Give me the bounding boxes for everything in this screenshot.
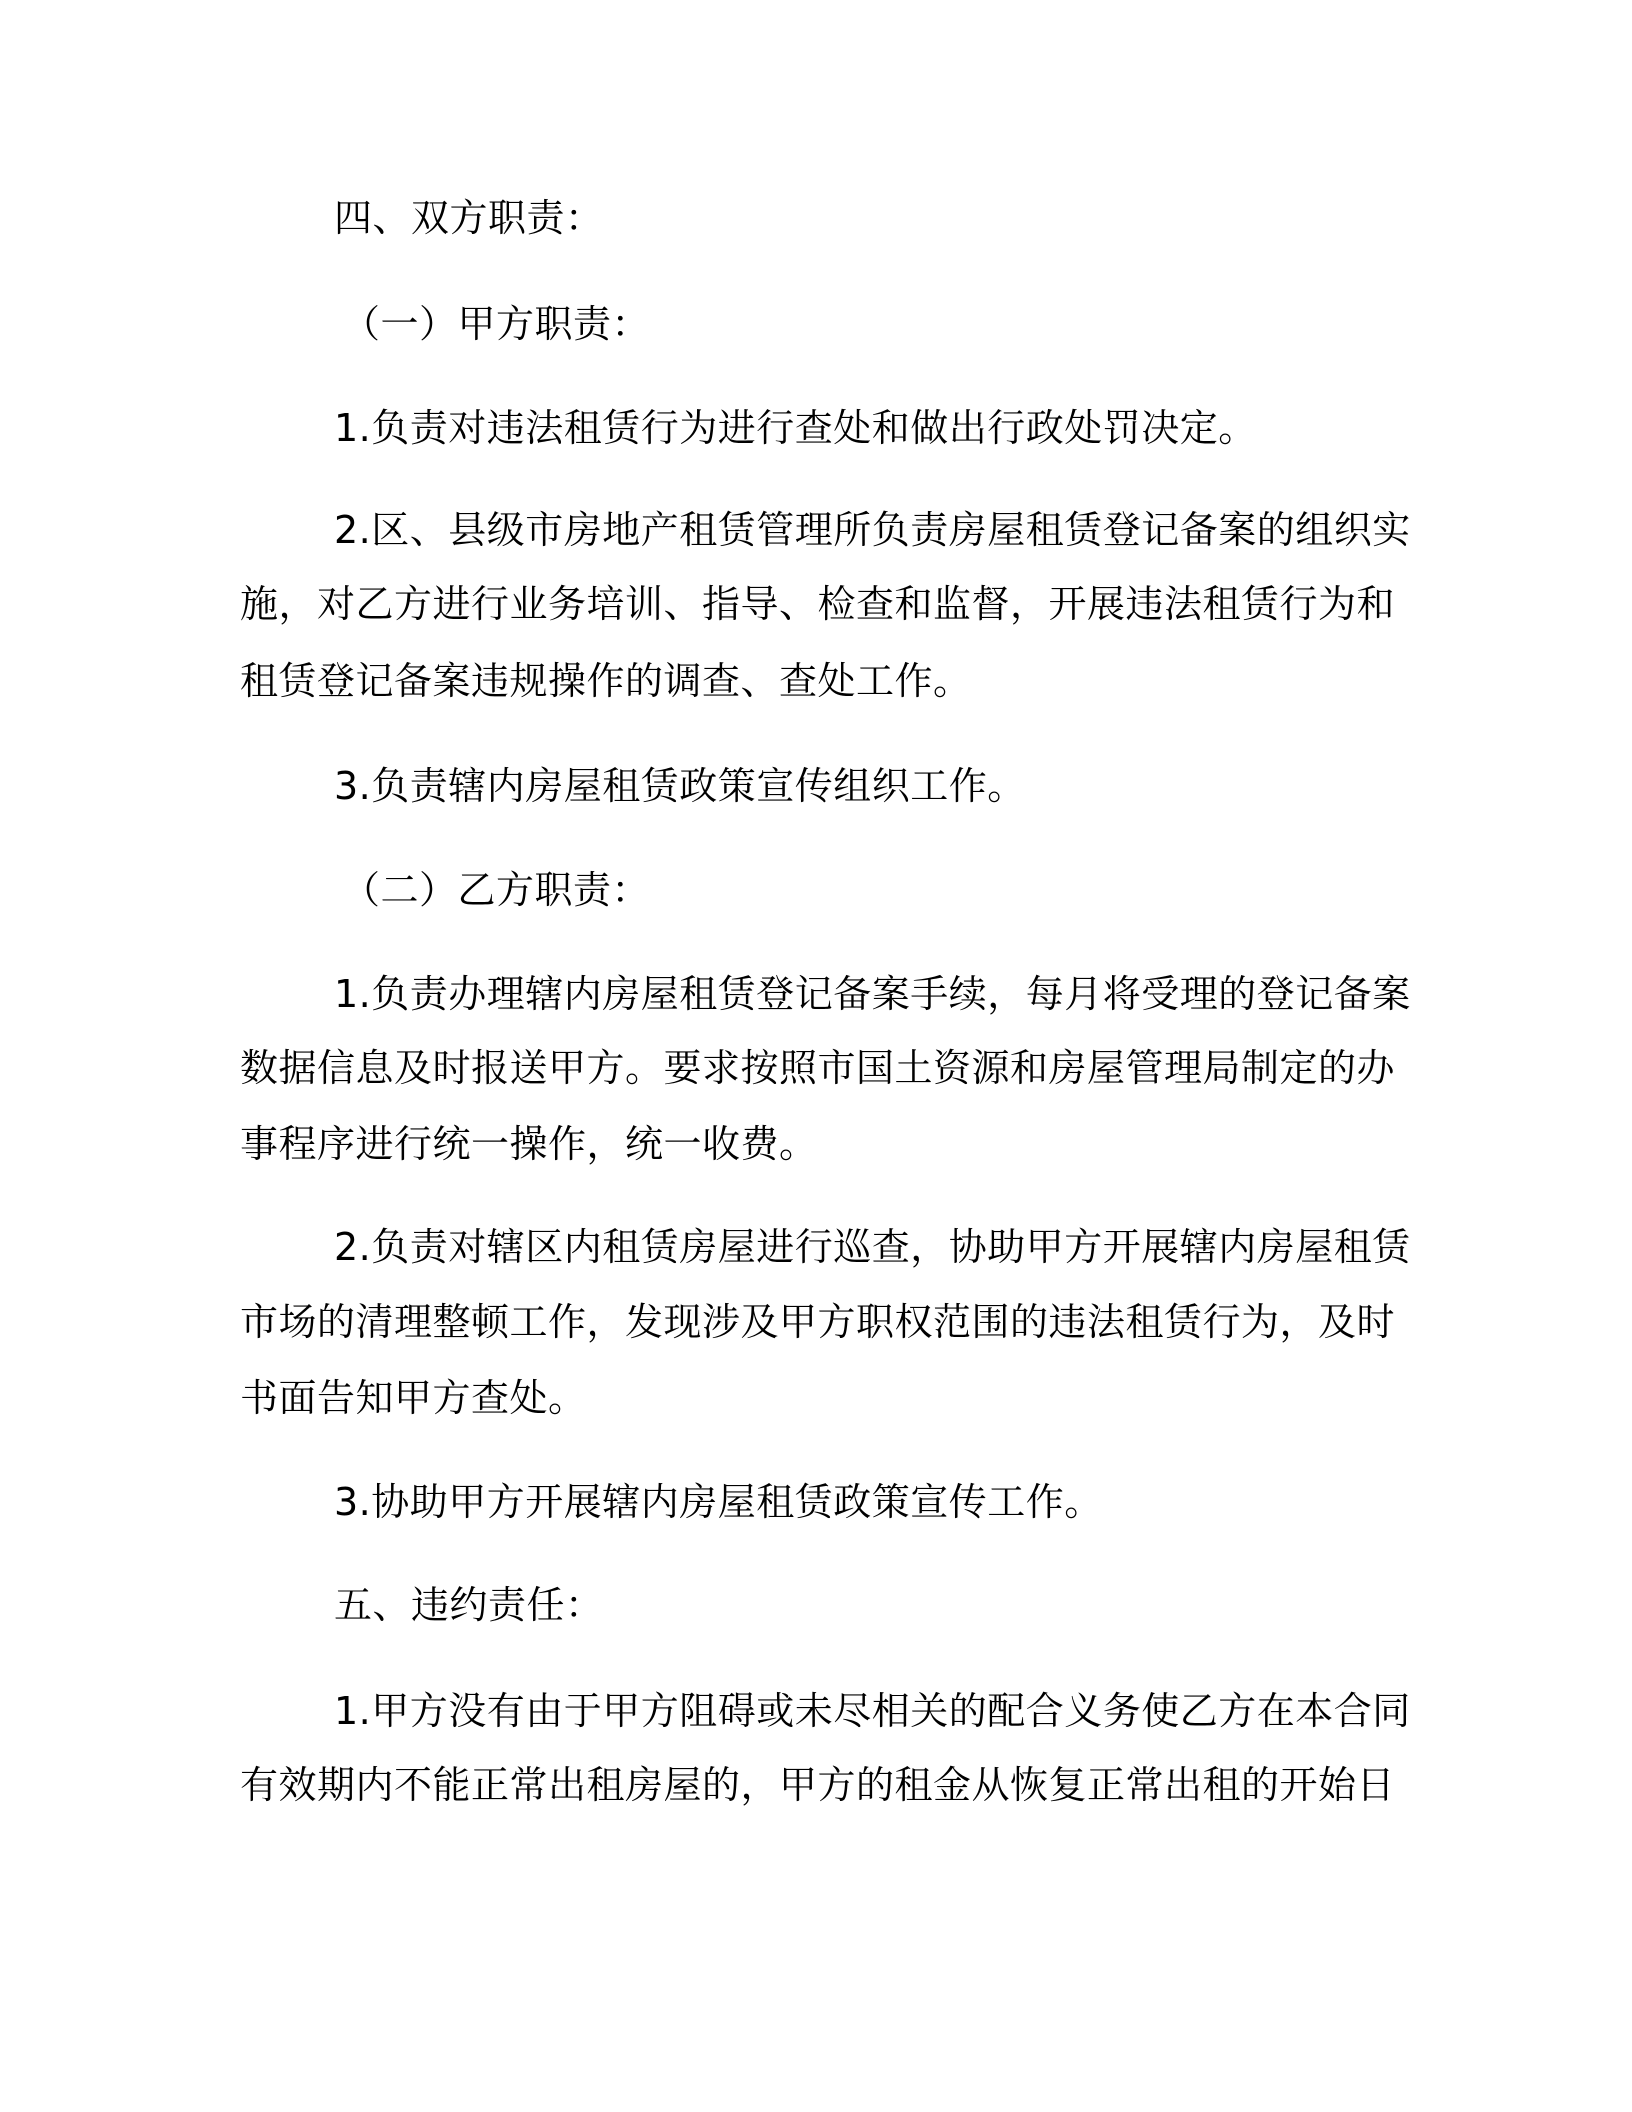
paragraph-line: 3.协助甲方开展辖内房屋租赁政策宣传工作。 (334, 1480, 1103, 1524)
paragraph-line: 2.区、县级市房地产租赁管理所负责房屋租赁登记备案的组织实 (334, 508, 1411, 552)
paragraph-line: 市场的清理整顿工作，发现涉及甲方职权范围的违法租赁行为，及时 (240, 1300, 1396, 1344)
paragraph-line: 书面告知甲方查处。 (240, 1376, 587, 1420)
section-heading-duties: 四、双方职责： (334, 196, 604, 240)
subheading-party-b-duties: （二）乙方职责： (342, 868, 651, 912)
paragraph-line: 1.负责办理辖内房屋租赁登记备案手续，每月将受理的登记备案 (334, 972, 1411, 1016)
paragraph-line: 3.负责辖内房屋租赁政策宣传组织工作。 (334, 764, 1026, 808)
subheading-party-a-duties: （一）甲方职责： (342, 302, 651, 346)
section-heading-liability: 五、违约责任： (334, 1583, 604, 1627)
paragraph-line: 数据信息及时报送甲方。要求按照市国土资源和房屋管理局制定的办 (240, 1046, 1396, 1090)
paragraph-line: 有效期内不能正常出租房屋的，甲方的租金从恢复正常出租的开始日 (240, 1763, 1396, 1807)
paragraph-line: 1.负责对违法租赁行为进行查处和做出行政处罚决定。 (334, 406, 1257, 450)
paragraph-line: 1.甲方没有由于甲方阻碍或未尽相关的配合义务使乙方在本合同 (334, 1689, 1411, 1733)
paragraph-line: 租赁登记备案违规操作的调查、查处工作。 (240, 659, 972, 703)
paragraph-line: 施，对乙方进行业务培训、指导、检查和监督，开展违法租赁行为和 (240, 582, 1396, 626)
paragraph-line: 2.负责对辖区内租赁房屋进行巡查，协助甲方开展辖内房屋租赁 (334, 1225, 1411, 1269)
paragraph-line: 事程序进行统一操作，统一收费。 (240, 1122, 818, 1166)
